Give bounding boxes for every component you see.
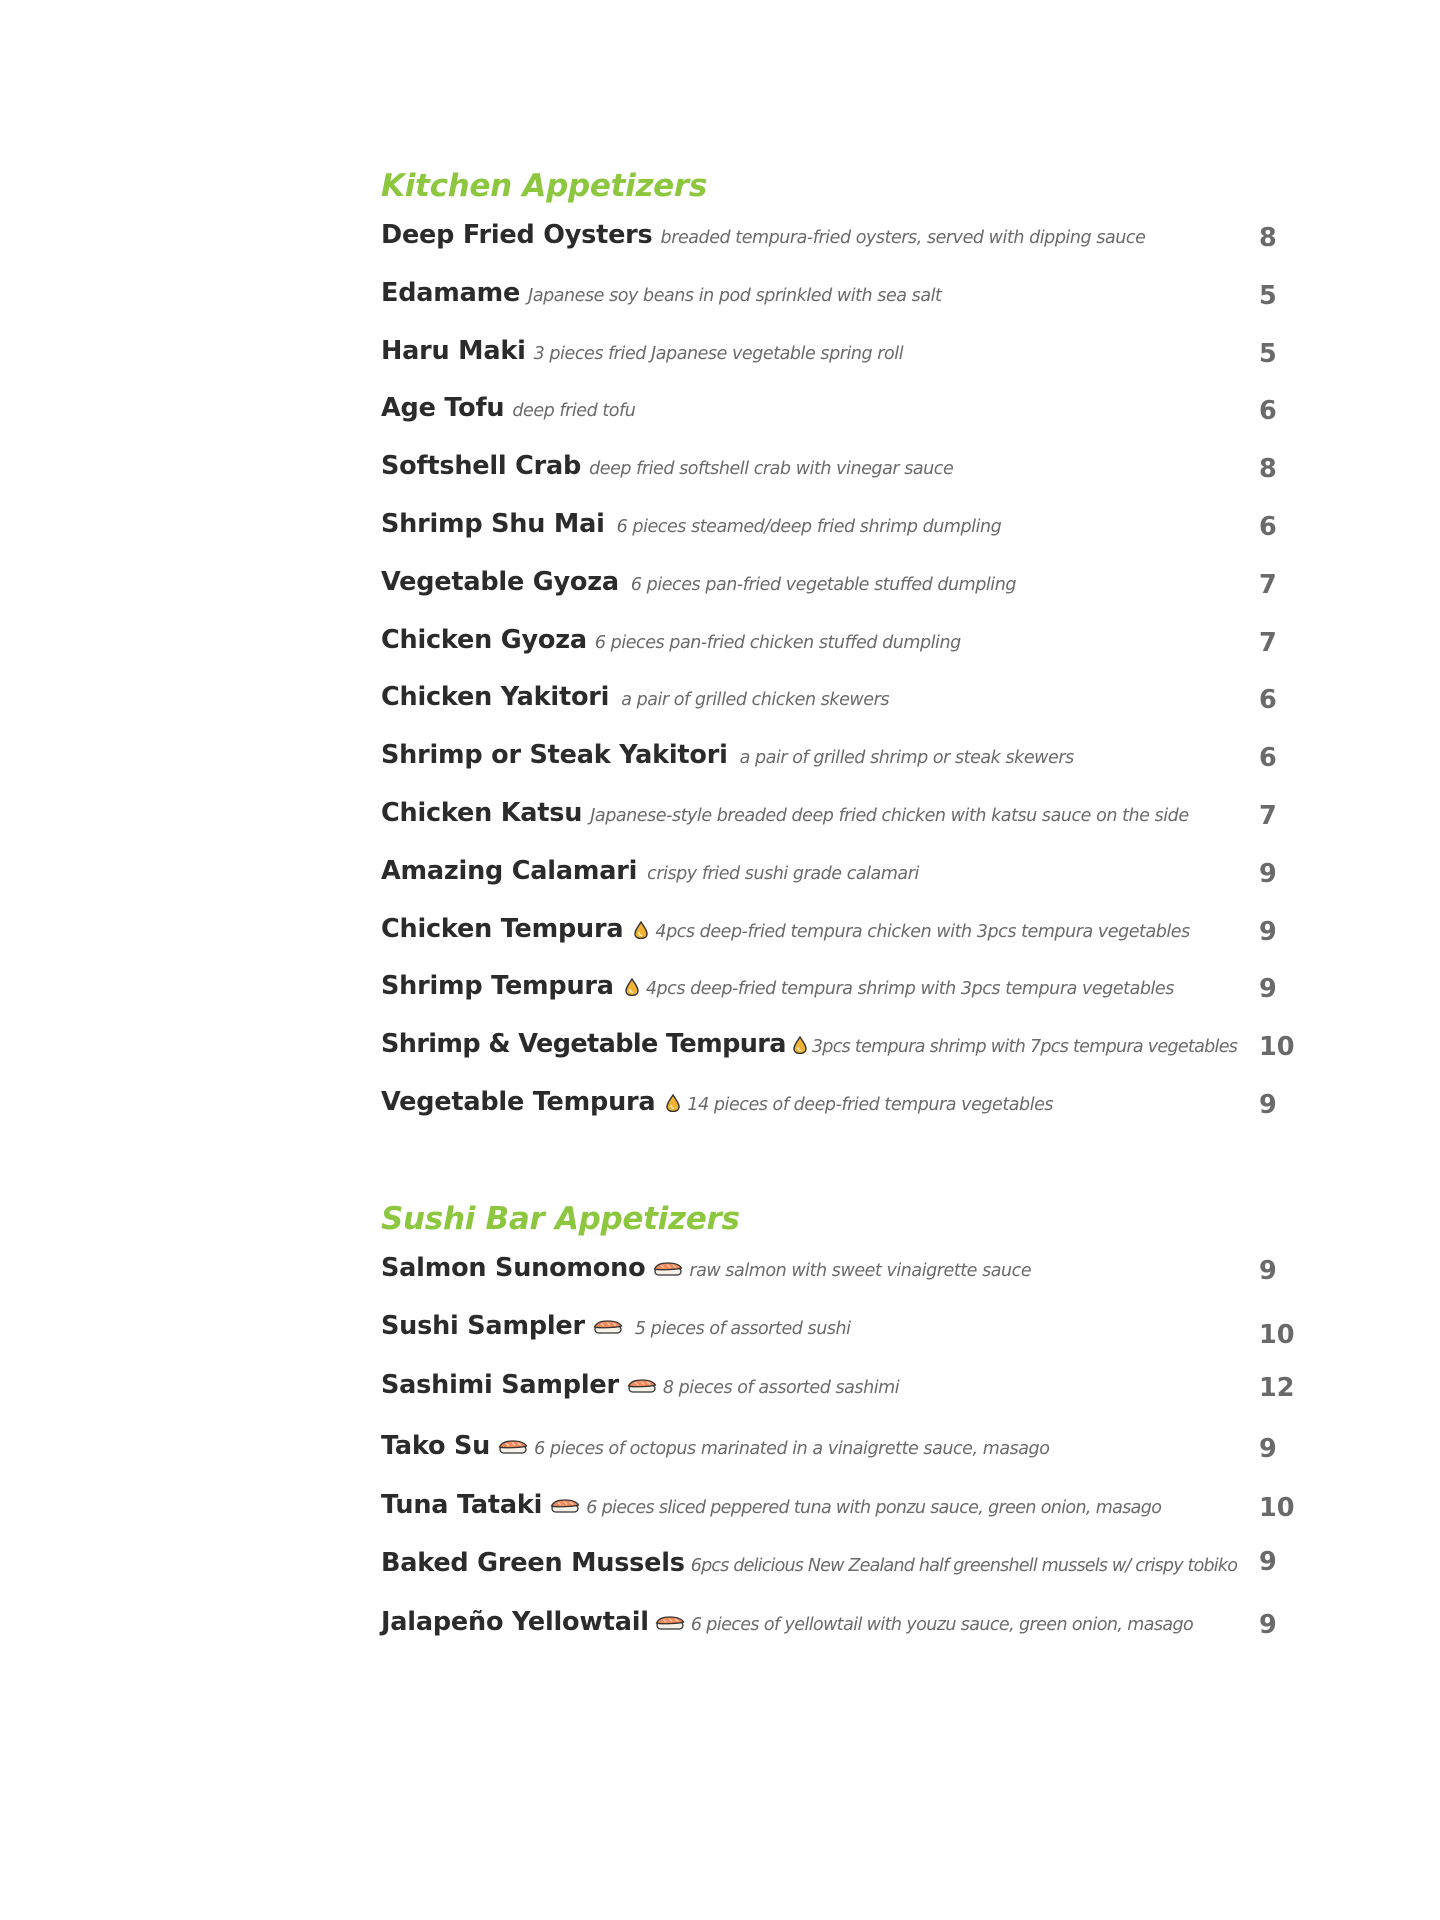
item-price: 6: [1259, 743, 1277, 774]
item-price: 10: [1259, 1320, 1295, 1351]
item-description: deep fried softshell crab with vinegar sauce: [589, 459, 954, 480]
menu-item: [381, 1548, 1311, 1607]
item-price: 9: [1259, 1433, 1277, 1464]
item-price: 6: [1259, 685, 1277, 716]
menu-item: [381, 798, 1311, 856]
menu-item: [381, 336, 1311, 394]
item-price: 9: [1259, 1609, 1277, 1640]
item-name: Shrimp & Vegetable Tempura: [381, 1029, 786, 1060]
menu-item: [381, 1370, 1311, 1431]
item-description: 6pcs delicious New Zealand half greenshell mussels w/ crispy tobiko: [690, 1556, 1238, 1577]
item-name: Chicken Yakitori: [381, 682, 610, 713]
item-name: Chicken Tempura: [381, 913, 624, 944]
item-description: 4pcs deep-fried tempura chicken with 3pcs tempura vegetables: [655, 921, 1190, 942]
item-description: Japanese-style breaded deep fried chicken with katsu sauce on the side: [590, 805, 1189, 826]
tempura-icon: [624, 978, 640, 996]
menu-item: [381, 567, 1311, 625]
tempura-icon: [633, 921, 649, 939]
item-description: Japanese soy beans in pod sprinkled with sea salt: [528, 285, 942, 306]
item-name: Chicken Katsu: [381, 797, 583, 828]
menu-item: [381, 1029, 1311, 1087]
section-title: Sushi Bar Appetizers: [381, 1200, 740, 1237]
item-price: 8: [1259, 454, 1277, 485]
menu-item: [381, 278, 1311, 336]
item-name: Sushi Sampler: [381, 1311, 585, 1342]
item-name: Shrimp Shu Mai: [381, 508, 605, 539]
menu-item: [381, 393, 1311, 451]
item-name: Age Tofu: [381, 393, 505, 424]
sushi-icon: [498, 1439, 528, 1455]
menu-item: [381, 1311, 1311, 1370]
item-description: deep fried tofu: [512, 401, 636, 422]
item-name: Jalapeño Yellowtail: [381, 1606, 649, 1637]
item-description: 6 pieces of octopus marinated in a vinaigrette sauce, masago: [534, 1438, 1050, 1459]
tempura-icon: [665, 1094, 681, 1112]
item-description: breaded tempura-fried oysters, served with dipping sauce: [660, 228, 1146, 248]
item-price: 8: [1259, 223, 1277, 253]
menu-item: [381, 682, 1311, 740]
menu-item: [381, 1087, 1311, 1145]
menu-item: [381, 509, 1311, 567]
item-name: Vegetable Gyoza: [381, 566, 619, 597]
item-name: Vegetable Tempura: [381, 1086, 656, 1117]
section-kitchen-appetizers: [381, 162, 1311, 1145]
sushi-icon: [655, 1615, 685, 1631]
item-name: Tuna Tataki: [381, 1489, 543, 1520]
item-description: 8 pieces of assorted sashimi: [662, 1377, 900, 1398]
item-description: 14 pieces of deep-fried tempura vegetables: [687, 1094, 1054, 1115]
item-description: crispy fried sushi grade calamari: [647, 863, 919, 884]
item-price: 9: [1259, 1255, 1277, 1286]
item-list: [381, 1253, 1311, 1666]
item-price: 6: [1259, 511, 1277, 542]
menu: [381, 162, 1311, 1665]
item-price: 12: [1259, 1372, 1295, 1403]
item-name: Amazing Calamari: [381, 855, 638, 886]
item-description: 5 pieces of assorted sushi: [634, 1319, 851, 1340]
section-title: Kitchen Appetizers: [381, 168, 708, 204]
item-description: a pair of grilled chicken skewers: [621, 690, 889, 711]
item-name: Chicken Gyoza: [381, 624, 587, 655]
item-description: a pair of grilled shrimp or steak skewers: [739, 748, 1074, 769]
menu-item: [381, 740, 1311, 798]
menu-item: [381, 914, 1311, 972]
item-description: 6 pieces sliced peppered tuna with ponzu sauce, green onion, masago: [586, 1497, 1162, 1518]
item-list: [381, 220, 1311, 1145]
item-price: 9: [1259, 1547, 1277, 1578]
menu-item: [381, 971, 1311, 1029]
section-sushi-bar-appetizers: [381, 1195, 1311, 1666]
item-price: 5: [1259, 280, 1277, 311]
item-price: 9: [1259, 916, 1277, 947]
item-description: 6 pieces pan-fried chicken stuffed dumpling: [594, 632, 961, 653]
item-price: 10: [1259, 1492, 1295, 1523]
sushi-icon: [593, 1319, 623, 1335]
sushi-icon: [550, 1498, 580, 1514]
item-name: Softshell Crab: [381, 451, 582, 482]
item-description: 3 pieces fried Japanese vegetable spring roll: [533, 343, 904, 364]
item-name: Edamame: [381, 277, 521, 308]
sushi-icon: [627, 1378, 657, 1394]
item-name: Baked Green Mussels: [381, 1548, 685, 1579]
menu-item: [381, 856, 1311, 914]
item-name: Salmon Sunomono: [381, 1252, 646, 1283]
sushi-icon: [653, 1261, 683, 1277]
item-name: Deep Fried Oysters: [381, 220, 653, 250]
item-name: Shrimp or Steak Yakitori: [381, 740, 728, 771]
item-price: 7: [1259, 627, 1277, 658]
item-price: 7: [1259, 800, 1277, 831]
item-name: Tako Su: [381, 1430, 491, 1461]
menu-item: [381, 1253, 1311, 1312]
item-price: 9: [1259, 974, 1277, 1005]
item-price: 9: [1259, 1089, 1277, 1120]
item-description: 4pcs deep-fried tempura shrimp with 3pcs tempura vegetables: [645, 979, 1174, 1000]
item-description: 6 pieces of yellowtail with youzu sauce, green onion, masago: [690, 1614, 1194, 1635]
menu-item: [381, 1431, 1311, 1490]
item-description: 6 pieces pan-fried vegetable stuffed dumpling: [630, 574, 1017, 595]
tempura-icon: [792, 1036, 808, 1054]
item-price: 10: [1259, 1032, 1295, 1063]
item-description: 6 pieces steamed/deep fried shrimp dumpling: [616, 516, 1002, 537]
item-description: raw salmon with sweet vinaigrette sauce: [689, 1260, 1032, 1281]
item-price: 6: [1259, 396, 1277, 427]
item-name: Haru Maki: [381, 335, 526, 366]
item-description: 3pcs tempura shrimp with 7pcs tempura vegetables: [811, 1037, 1238, 1058]
item-name: Shrimp Tempura: [381, 971, 614, 1002]
menu-item: [381, 220, 1311, 278]
menu-item: [381, 625, 1311, 683]
menu-item: [381, 451, 1311, 509]
item-name: Sashimi Sampler: [381, 1369, 619, 1400]
menu-item: [381, 1490, 1311, 1549]
item-price: 7: [1259, 569, 1277, 600]
item-price: 5: [1259, 338, 1277, 369]
menu-item: [381, 1607, 1311, 1666]
item-price: 9: [1259, 858, 1277, 889]
